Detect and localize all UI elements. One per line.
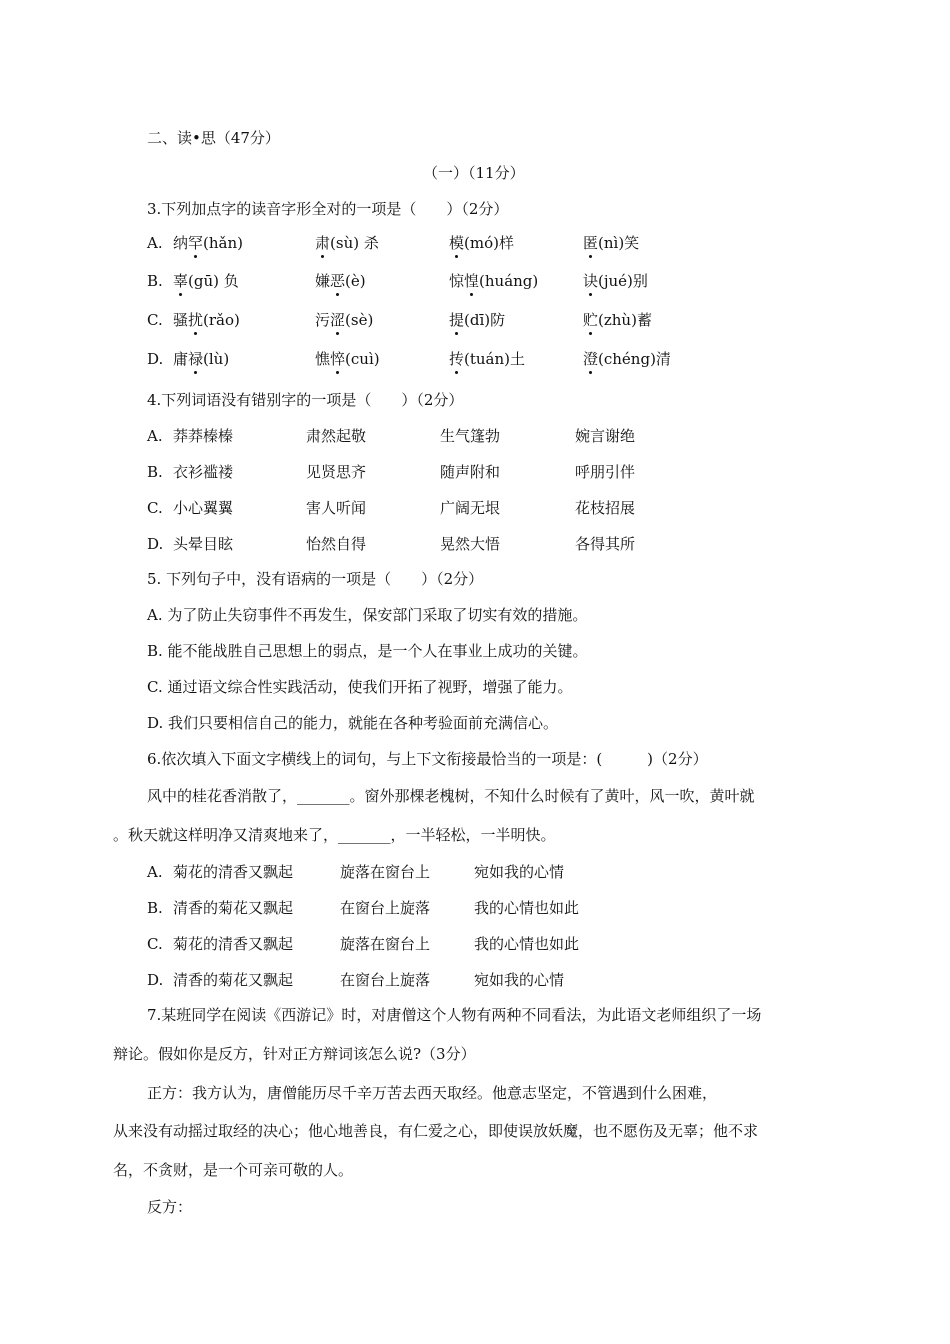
q4-option-item: 怡然自得 xyxy=(306,535,367,553)
q4-option-item: 肃然起敬 xyxy=(306,427,367,445)
q5-option-c: C. 通过语文综合性实践活动，使我们开拓了视野，增强了能力。 xyxy=(147,678,573,696)
q3-item-pre: 惊 xyxy=(449,272,465,290)
q6-stem: 6.依次填入下面文字横线上的词句，与上下文衔接最恰当的一项是：( )（2分） xyxy=(147,750,708,768)
q4-stem: 4.下列词语没有错别字的一项是（ ）（2分） xyxy=(147,391,464,409)
q3-item-pinyin: (huáng) xyxy=(479,272,539,290)
q3-dotted-char: 抟 xyxy=(449,350,465,368)
q3-option-item xyxy=(315,232,379,254)
q7-pro-line3: 名，不贪财，是一个可亲可敬的人。 xyxy=(113,1161,354,1179)
q4-option-label: A. xyxy=(147,427,163,445)
q6-option-item: 在窗台上旋落 xyxy=(340,899,431,917)
q4-option-item: 各得其所 xyxy=(575,535,636,553)
q3-dotted-char: 惶 xyxy=(464,272,480,290)
q4-option-item: 莽莽榛榛 xyxy=(173,427,234,445)
q6-passage-line2 xyxy=(113,824,556,846)
q4-option-label: C. xyxy=(147,499,163,517)
q4-option-item: 婉言谢绝 xyxy=(575,427,636,445)
q4-option-item: 花枝招展 xyxy=(575,499,636,517)
q4-option-item: 晃然大悟 xyxy=(440,535,501,553)
q7-stem-line2: 辩论。假如你是反方，针对正方辩词该怎么说?（3分） xyxy=(113,1045,476,1063)
q6-option-item: 我的心情也如此 xyxy=(474,899,580,917)
q3-dotted-char: 诀 xyxy=(583,272,599,290)
q3-item-pinyin: (gū) 负 xyxy=(188,272,239,290)
q3-dotted-char: 辜 xyxy=(173,272,189,290)
q4-option-item: 害人听闻 xyxy=(306,499,367,517)
section-title: 二、读•思（47分） xyxy=(147,129,280,147)
q3-item-pre: 庸 xyxy=(173,350,189,368)
q6-option-label: A. xyxy=(147,863,163,881)
q3-option-label: C. xyxy=(147,311,163,329)
q3-item-pinyin: (dī)防 xyxy=(464,311,506,329)
q6-option-item: 清香的菊花又飘起 xyxy=(173,899,294,917)
q4-option-label: D. xyxy=(147,535,164,553)
q3-dotted-char: 提 xyxy=(449,311,465,329)
q6-option-item: 清香的菊花又飘起 xyxy=(173,971,294,989)
q4-option-item: 见贤思齐 xyxy=(306,463,367,481)
q3-item-pinyin: (chéng)清 xyxy=(598,350,671,368)
q3-option-item xyxy=(583,232,639,254)
q6-option-label: B. xyxy=(147,899,163,917)
q6-passage-line1: 风中的桂花香消散了，_______。窗外那棵老槐树，不知什么时候有了黄叶，风一吹，黄叶就 xyxy=(147,787,755,805)
q4-option-label: B. xyxy=(147,463,163,481)
q3-dotted-char: 贮 xyxy=(583,311,599,329)
q3-item-pinyin: (sè) xyxy=(345,311,374,329)
q3-option-item xyxy=(315,270,366,292)
q3-option-item xyxy=(173,348,229,370)
q6-option-item: 旋落在窗台上 xyxy=(340,863,431,881)
q3-option-item xyxy=(315,309,373,331)
q3-option-label: D. xyxy=(147,350,164,368)
q6-option-item: 菊花的清香又飘起 xyxy=(173,863,294,881)
q3-dotted-char: 禄 xyxy=(188,350,204,368)
q3-dotted-char: 模 xyxy=(449,234,465,252)
q7-con-label: 反方： xyxy=(147,1198,193,1216)
q6-option-item: 在窗台上旋落 xyxy=(340,971,431,989)
q3-item-pre: 污 xyxy=(315,311,331,329)
q5-option-b: B. 能不能战胜自己思想上的弱点，是一个人在事业上成功的关键。 xyxy=(147,642,588,660)
q4-option-item: 小心翼翼 xyxy=(173,499,234,517)
q3-dotted-char: 扰 xyxy=(188,311,204,329)
q7-stem-line1: 7.某班同学在阅读《西游记》时，对唐僧这个人物有两种不同看法，为此语文老师组织了一场 xyxy=(147,1006,762,1024)
q6-option-item: 我的心情也如此 xyxy=(474,935,580,953)
q6-option-label: C. xyxy=(147,935,163,953)
q3-item-pinyin: (mó)样 xyxy=(464,234,514,252)
q3-option-item xyxy=(173,309,240,331)
q4-option-item: 随声附和 xyxy=(440,463,501,481)
q7-pro-line2: 从来没有动摇过取经的决心；他心地善良，有仁爱之心，即使误放妖魔，也不愿伤及无辜；他不求 xyxy=(113,1122,759,1140)
q4-option-item: 广阔无垠 xyxy=(440,499,501,517)
q4-option-item: 生气篷勃 xyxy=(440,427,501,445)
q3-option-item xyxy=(173,232,243,254)
q6-option-item: 菊花的清香又飘起 xyxy=(173,935,294,953)
q6-option-item: 宛如我的心情 xyxy=(474,971,565,989)
q3-item-pre: 嫌 xyxy=(315,272,331,290)
q6-option-label: D. xyxy=(147,971,164,989)
q5-option-d: D. 我们只要相信自己的能力，就能在各种考验面前充满信心。 xyxy=(147,714,559,732)
q3-dotted-char: 罕 xyxy=(188,234,204,252)
q3-dotted-char: 悴 xyxy=(330,350,346,368)
q3-item-pinyin: (hǎn) xyxy=(203,234,243,252)
q3-option-item xyxy=(583,270,648,292)
q3-item-pinyin: (jué)别 xyxy=(598,272,648,290)
q3-option-label: B. xyxy=(147,272,163,290)
q3-option-item xyxy=(449,348,525,370)
q6-option-item: 宛如我的心情 xyxy=(474,863,565,881)
q3-option-item xyxy=(315,348,380,370)
q3-option-item xyxy=(449,232,514,254)
q5-stem: 5. 下列句子中，没有语病的一项是（ ）（2分） xyxy=(147,570,484,588)
q3-item-pre: 骚 xyxy=(173,311,189,329)
q3-option-label: A. xyxy=(147,234,163,252)
q3-option-item xyxy=(583,309,652,331)
q3-item-pinyin: (zhù)蓄 xyxy=(598,311,652,329)
q3-item-pinyin: (nì)笑 xyxy=(598,234,640,252)
q3-item-pinyin: (lù) xyxy=(203,350,230,368)
q4-option-item: 头晕目眩 xyxy=(173,535,234,553)
q4-option-item: 衣衫褴褛 xyxy=(173,463,234,481)
q3-option-item xyxy=(449,309,505,331)
q3-stem: 3.下列加点字的读音字形全对的一项是（ ）（2分） xyxy=(147,200,509,218)
q3-item-pre: 憔 xyxy=(315,350,331,368)
q3-item-pinyin: (sù) 杀 xyxy=(330,234,379,252)
q3-dotted-char: 涩 xyxy=(330,311,346,329)
q4-option-item: 呼朋引伴 xyxy=(575,463,636,481)
q3-item-pinyin: (è) xyxy=(345,272,366,290)
q3-dotted-char: 恶 xyxy=(330,272,346,290)
q3-item-pinyin: (rǎo) xyxy=(203,311,240,329)
q6-option-item: 旋落在窗台上 xyxy=(340,935,431,953)
q3-dotted-char: 肃 xyxy=(315,234,331,252)
subsection-title: （一）（11分） xyxy=(423,164,525,182)
q6-passage-line2-text: 。秋天就这样明净又清爽地来了，_______，一半轻松，一半明快。 xyxy=(113,826,556,844)
q3-item-pinyin: (cuì) xyxy=(345,350,380,368)
q5-option-a: A. 为了防止失窃事件不再发生，保安部门采取了切实有效的措施。 xyxy=(147,606,588,624)
q3-option-item xyxy=(583,348,671,370)
q3-item-pinyin: (tuán)土 xyxy=(464,350,526,368)
q7-pro-line1: 正方：我方认为，唐僧能历尽千辛万苦去西天取经。他意志坚定，不管遇到什么困难， xyxy=(147,1084,718,1102)
q3-option-item xyxy=(449,270,538,292)
q3-dotted-char: 匿 xyxy=(583,234,599,252)
q3-item-pre: 纳 xyxy=(173,234,189,252)
q3-option-item xyxy=(173,270,239,292)
q3-dotted-char: 澄 xyxy=(583,350,599,368)
